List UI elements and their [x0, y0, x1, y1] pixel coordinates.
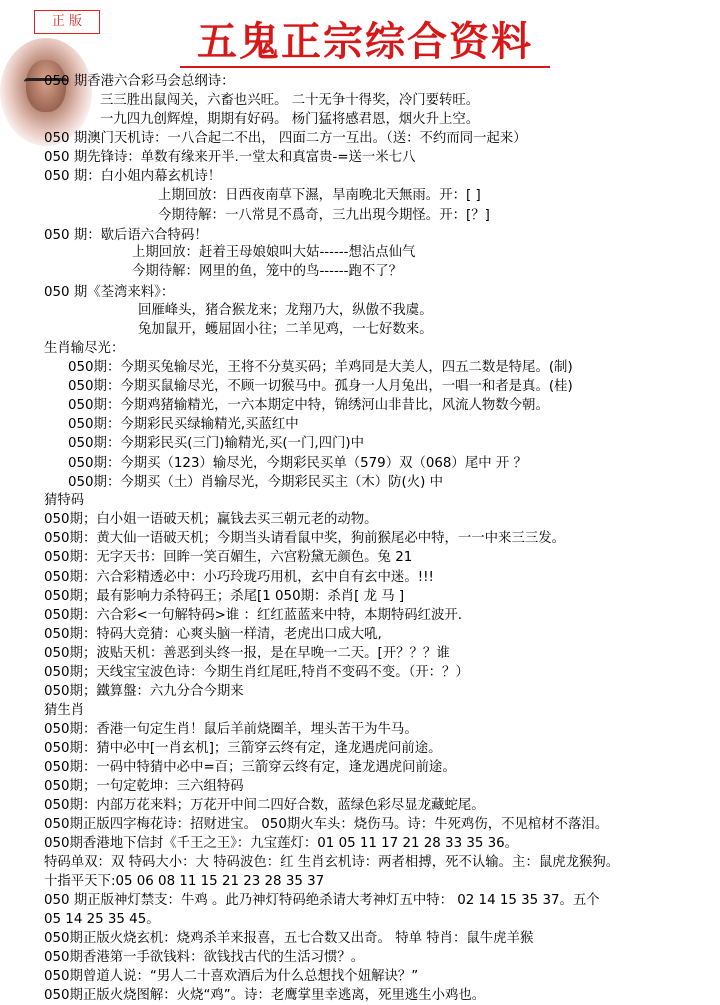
text-line: 050期：黄大仙一语破天机；今期当头请看鼠中奖，狗前猴尾必中特，一一中来三三发。	[44, 531, 566, 546]
text-line: 050期：今期彩民买绿输精光,买蓝红中	[68, 417, 299, 432]
text-line: 050 期澳门天机诗：一八合起二不出， 四面二方一互出。（送：不约而同一起来）	[44, 131, 527, 146]
text-line: 050期香港第一手欲钱料：欲钱找古代的生活习惯？。	[44, 950, 365, 965]
text-line: 三三胜出鼠闯关，六畜也兴旺。 二十无争十得奖，冷门要转旺。	[100, 93, 480, 108]
text-line: 050 期正版神灯禁支：牛鸡 。此乃神灯特码绝杀请大考神灯五中特： 02 14 15 35 37。五个	[44, 893, 600, 908]
text-line: 050期：今期买兔输尽光，王将不分莫买码；羊鸡同是大美人，四五二数是特尾。(制)	[68, 360, 573, 375]
text-line: 兔加鼠开，蠖屈固小往；二羊见鸡，一七好数来。	[138, 322, 433, 337]
text-line: 生肖输尽光：	[44, 341, 125, 356]
text-line: 050期正版火烧玄机：烧鸡杀羊来报喜，五七合数又出奇。 特单 特肖：鼠牛虎羊猴	[44, 931, 534, 946]
text-line: 回雁峰头，猪合猴龙来；龙翔乃大，纵傲不我虞。	[138, 303, 433, 318]
text-line: 050期：今期买鼠输尽光，不顾一切猴马中。孤身一人月兔出，一唱一和者是真。(桂)	[68, 379, 573, 394]
text-line: 050期；白小姐一语破天机；赢钱去买三朝元老的动物。	[44, 512, 378, 527]
text-line: 050期：内部万花来料；万花开中间二四好合数，蓝绿色彩尽显龙藏蛇尾。	[44, 798, 485, 813]
text-line: 050期；最有影响力杀特码王；杀尾[1 050期：杀肖[ 龙 马 ]	[44, 589, 405, 604]
text-line: 今期待解：一八常見不爲奇，三九出現今期怪。开：[？]	[158, 208, 490, 223]
text-line: 050期；一句定乾坤：三六组特码	[44, 779, 244, 794]
text-line: 050 期《荃湾来料》：	[44, 285, 175, 300]
text-line: 050 期香港六合彩马会总纲诗：	[44, 74, 235, 89]
text-line: 050期；波贴天机：善恶到头终一报，是在早晚一二天。[开？？？谁	[44, 646, 450, 661]
text-line: 上期回放：日西夜南草下濕，旱南晚北天無雨。开：[ ]	[158, 188, 481, 203]
text-line: 050期：今期买（土）肖输尽光，今期彩民买主（木）防(火) 中	[68, 475, 444, 490]
text-line: 050期正版四字梅花诗：招财进宝。 050期火车头：烧伤马。诗：牛死鸡伤，不见棺材不落泪。	[44, 817, 609, 832]
text-line: 050 期先锋诗：单数有缘来开半.一堂太和真富贵-=送一米七八	[44, 150, 416, 165]
text-line: 050期：六合彩<一句解特码>谁 ：红红蓝蓝来中特，本期特码红波开.	[44, 608, 463, 623]
edition-badge: 正 版	[34, 10, 100, 34]
text-line: 050 期：白小姐内幕玄机诗！	[44, 169, 222, 184]
text-line: 050期曾道人说：“男人二十喜欢酒后为什么总想找个妞解诀？”	[44, 969, 419, 984]
text-line: 050期：今期买（123）输尽光，今期彩民买单（579）双（068）尾中 开 ？	[68, 456, 527, 471]
text-line: 05 14 25 35 45。	[44, 912, 160, 927]
text-line: 050期香港地下信封《千王之王》：九宝莲灯：01 05 11 17 21 28 33 35 36。	[44, 836, 519, 851]
text-line: 050期：香港一句定生肖！鼠后羊前烧圈羊，埋头苦干为牛马。	[44, 722, 418, 737]
text-line: 上期回放：赶着王母娘娘叫大姑------想沾点仙气	[132, 245, 416, 260]
text-line: 050期：今期鸡猪输精光，一六本期定中特，锦绣河山非昔比，风流人物数今朝。	[68, 398, 549, 413]
text-line: 050期：一码中特猜中必中=百；三箭穿云终有定，逢龙遇虎问前途。	[44, 760, 456, 775]
text-line: 050 期：歇后语六合特码！	[44, 228, 208, 243]
page-title: 五鬼正宗综合资料	[180, 18, 550, 68]
text-line: 050期：今期彩民买(三门)输精光,买(一门,四门)中	[68, 436, 364, 451]
text-line: 猜特码	[44, 493, 85, 508]
text-line: 050期：猜中必中[一肖玄机]；三箭穿云终有定，逢龙遇虎问前途。	[44, 741, 442, 756]
text-line: 050期：特码大竞猜：心爽头脑一样清，老虎出口成大吼,	[44, 627, 382, 642]
text-line: 今期待解：网里的鱼，笼中的鸟------跑不了？	[132, 264, 403, 279]
text-line: 十指平天下:05 06 08 11 15 21 23 28 35 37	[44, 874, 325, 889]
text-line: 猜生肖	[44, 703, 85, 718]
text-line: 特码单双：双 特码大小：大 特码波色：红 生肖玄机诗：两者相搏，死不认输。主：鼠虎龙猴狗。	[44, 855, 620, 870]
text-line: 050期正版火烧图解：火烧“鸡”。诗：老鹰掌里幸逃离，死里逃生小鸡也。	[44, 988, 486, 1003]
text-line: 050期；鐵算盤：六九分合今期来	[44, 684, 244, 699]
text-line: 050期：六合彩精透必中：小巧玲珑巧用机，玄中自有玄中迷。!!!	[44, 570, 434, 585]
text-line: 050期：无字天书：回眸一笑百媚生，六宫粉黛无颜色。兔 21	[44, 550, 413, 565]
text-line: 050期；天线宝宝波色诗：今期生肖红尾旺,特肖不变码不变。（开：？）	[44, 665, 469, 680]
text-line: 一九四九创辉煌，期期有好码。 杨门猛将感君恩，烟火升上空。	[100, 112, 480, 127]
